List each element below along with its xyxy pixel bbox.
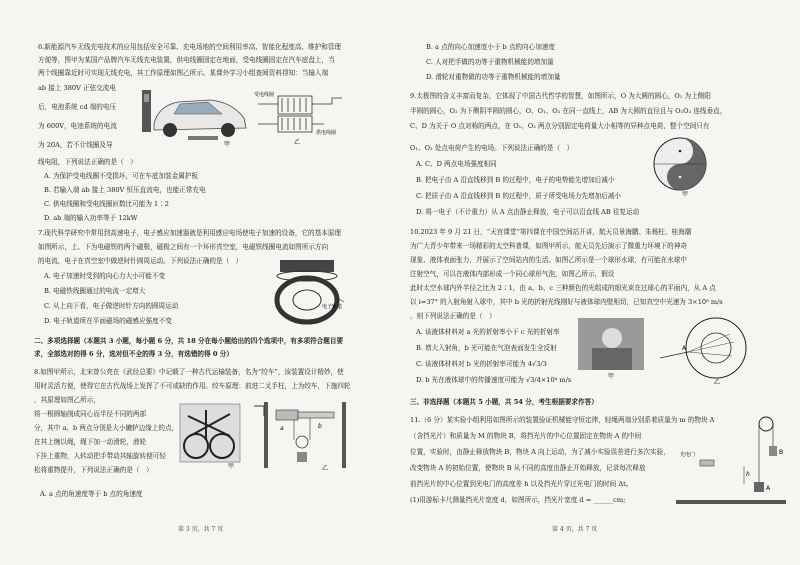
magnet-pole-icon bbox=[280, 260, 334, 272]
q9-option-b: B. 把电子由 A 沿直线移到 B 的过程中，电子的电势能先增加后减小 bbox=[416, 176, 615, 184]
ancient-winch-figure bbox=[176, 400, 246, 470]
q7-option-c: C. 从上向下看，电子做逆时针方向的圆周运动 bbox=[44, 302, 179, 310]
q11-line-2: （含挡光片）和质量为 M 的物块 B，将挡光片的中心位置固定在物块 A 的中间 bbox=[410, 432, 642, 440]
large-drum-icon bbox=[276, 410, 298, 420]
q10-line-3: 现象、液体表面张力，并展示了空间站内的生活。如图乙所示是一个球形水球，有可能在水球中 bbox=[410, 256, 687, 264]
crank-handle-icon bbox=[254, 406, 264, 416]
coil-schematic-figure bbox=[252, 84, 357, 148]
block-B-label: B bbox=[779, 449, 784, 456]
point-b-label: b bbox=[318, 423, 322, 430]
winch-principle-figure bbox=[250, 396, 360, 474]
q9-option-a: A. C、D 两点电场强度相同 bbox=[416, 160, 497, 168]
refraction-figure bbox=[658, 312, 754, 386]
q8-option-a: A. a 点的角速度等于 b 点的角速度 bbox=[40, 490, 143, 498]
q6-option-b: B. 若输入端 ab 接上 380V 恒压直流电，也能正常充电 bbox=[44, 186, 206, 194]
vacuum-ring-icon bbox=[277, 278, 337, 322]
section-2-subtitle: 求，全部选对的得 6 分，选对但不全的得 3 分，有选错的得 0 分） bbox=[34, 350, 233, 358]
q6-option-c: C. 供电线圈和受电线圈匝数比可能为 1∶2 bbox=[44, 200, 169, 208]
q9-line-4: O₁、O₂ 处点电荷产生的电场。下列说法正确的是（ ） bbox=[410, 144, 574, 152]
q8-line-2: 用时灵活方便，使得它在古代战场上发挥了不可或缺的作用。绞车原理：前进二叉手柱，上为绞车，下施四轮 bbox=[34, 382, 351, 390]
receive-coil-label: 受电线圈 bbox=[254, 92, 275, 98]
q10-option-a: A. 该液体材料对 a 光的折射率小于 c 光的折射率 bbox=[416, 328, 560, 336]
q8-line-7: 下挂上重物，人转动把手带动其轴旋转便可轻 bbox=[34, 452, 166, 460]
section-2-title: 二、多项选择题（本题共 3 小题，每小题 6 分，共 18 分在每小题给出的四个选项中，有多项符合题目要 bbox=[34, 337, 344, 345]
q10-line-5: 此时太空水球内外半径之比为 2∶1，由 a、b、c 三种颜色的光组成的细光束在过球心的平面内，从 A 点 bbox=[410, 284, 716, 292]
photogate-setup-figure bbox=[674, 412, 794, 508]
q10-option-c: C. 该液体材料对 b 光的折射率可能为 4√3/3 bbox=[416, 360, 547, 368]
betatron-figure bbox=[262, 256, 362, 328]
block-A-label: A bbox=[766, 485, 771, 492]
q7-line-2: 如图所示，上、下为电磁铁的两个磁极，磁极之间有一个环形真空室，电磁铁线圈电流如图所示方向 bbox=[38, 243, 329, 251]
space-lesson-photo bbox=[578, 318, 650, 380]
q7-option-b: B. 电磁铁线圈通过的电流一定增大 bbox=[44, 287, 146, 295]
q9-option-c: C. 把质子由 A 沿直线移到 B 的过程中，质子所受电场力先增加后减小 bbox=[416, 192, 622, 200]
figure-label-jia: 甲 bbox=[608, 373, 615, 380]
photogate-label: 光电门 bbox=[680, 452, 696, 458]
water-ball-icon bbox=[602, 328, 622, 348]
page-footer-right: 第 4 页，共 7 页 bbox=[552, 526, 598, 533]
photogate-icon bbox=[700, 460, 714, 466]
q6-option-d: D. ab 端的输入功率等于 12kW bbox=[44, 214, 138, 222]
electron-orbit-label: 电子轨道 bbox=[322, 304, 343, 310]
q6-line-5: 后，电池系统 cd 端的电压 bbox=[38, 103, 117, 111]
car-wheel-icon bbox=[163, 123, 177, 137]
pulley-icon bbox=[296, 436, 308, 448]
figure-label-jia: 甲 bbox=[224, 141, 231, 148]
q8-line-1: 8.如图甲所示，北宋曾公亮在《武经总要》中记载了一种古代运输装备，名为“绞车”，该装置设计精妙，使 bbox=[34, 368, 344, 376]
page-footer-left: 第 3 页，共 7 页 bbox=[178, 526, 224, 533]
q11-line-1: 11.（6 分）某实验小组利用如图所示的装置验证机械能守恒定律，轻绳两端分别系着质量为 m 的物块 A bbox=[410, 416, 715, 424]
q6-option-a: A. 为保护受电线圈不受损坏，可在车底加装金属护板 bbox=[44, 172, 199, 180]
q9-line-2: 半圆的圆心，O₂ 为下侧阴半圆的圆心，O、O₁、O₂ 在同一直线上，AB 为大圆的直径且与 O₁O₂ 连线垂直， bbox=[410, 107, 727, 115]
figure-label-yi: 乙 bbox=[322, 465, 329, 472]
coil-icon bbox=[258, 96, 342, 132]
block-B-icon bbox=[769, 446, 777, 456]
q6-line-6: 为 600V，电池系统的电流 bbox=[38, 122, 117, 130]
q10-line-2: 为广大青少年带来一场精彩的太空科普课，如图甲所示，航天员先后演示了微重力环境下的神奇 bbox=[410, 242, 687, 250]
car-charging-figure bbox=[140, 84, 252, 148]
q7-option-d: D. 电子轨道所在平面磁场的磁感应强度不变 bbox=[44, 317, 172, 325]
q8-option-c: C. 人对把手做的功等于重物机械能的增加量 bbox=[426, 58, 554, 66]
q8-line-3: ，其原理如图乙所示， bbox=[34, 396, 100, 404]
car-wheel-icon bbox=[221, 123, 235, 137]
q11-line-5: 前挡光片的中心位置到光电门的高度差 h 以及挡光片穿过光电门的时间 Δt。 bbox=[410, 480, 633, 488]
right-page bbox=[400, 0, 800, 565]
point-A-label: A bbox=[682, 345, 687, 352]
q9-line-1: 9.太极图的含义丰富而复杂，它体现了中国古代哲学的智慧，如图所示，O 为大圆的圆心，O₁ 为上侧阳 bbox=[410, 92, 711, 100]
figure-label-yi: 乙 bbox=[294, 139, 301, 146]
q10-option-d: D. b 光在液体球中的传播速度可能为 √3/4×10⁸ m/s bbox=[416, 376, 572, 384]
q6-line-3: 两个线圈靠近时可实现无线充电，其工作原理如图乙所示。某课外学习小组查阅资料得知：当输入端 bbox=[38, 69, 329, 77]
q8-line-4: 将一根圆轴削成同心而半径不同的两部 bbox=[34, 410, 147, 418]
q10-line-1: 10.2023 年 9 月 21 日，“天宫课堂”第四课在中国空间站开讲，航天员景海鹏、朱杨柱、桂海潮 bbox=[410, 228, 692, 236]
figure-label-jia: 甲 bbox=[228, 463, 235, 470]
q8-line-5: 分，其中 a、b 两点分别是大小辘轳边缘上的点， bbox=[34, 424, 179, 432]
small-drum-icon bbox=[298, 412, 334, 418]
q9-line-3: C、D 为关于 O 点对称的两点，在 O₁、O₂ 两点分别固定电荷量大小相等的异种点电荷，整个空间只有 bbox=[410, 122, 710, 130]
block-A-icon bbox=[754, 482, 764, 492]
q7-option-a: A. 电子加速时受到的向心力大小可能不变 bbox=[44, 272, 166, 280]
supply-coil-label: 供电线圈 bbox=[316, 130, 337, 136]
weight-icon bbox=[297, 452, 307, 462]
figure-label-jia: 甲 bbox=[682, 191, 689, 198]
q6-line-4: ab 接上 380V 正弦交流电 bbox=[38, 84, 116, 92]
q11-question-1: (1)用游标卡尺测量挡光片宽度 d，如图所示，挡光片宽度 d = ______cm; bbox=[410, 496, 626, 504]
q11-line-3: 位置，实验时，由静止释放物块 B，物块 A 向上运动，为了减小实验误差进行多次实验， bbox=[410, 448, 670, 456]
q10-line-7: ，则下列说法正确的是（ ） bbox=[410, 312, 496, 320]
q7-line-3: 的电流，电子在真空室中做逆时针圆周运动。下列说法正确的是（ ） bbox=[38, 257, 243, 265]
q6-line-8: 线电阻，下列说法正确的是（ ） bbox=[38, 158, 137, 166]
section-3-title: 三、非选择题（本题共 5 小题，共 54 分，考生根据要求作答） bbox=[410, 398, 598, 406]
q6-line-1: 6.新能源汽车无线充电技术的应用包括安全可靠、充电场地的空间利用率高、智能化程度高、维护和管理 bbox=[38, 43, 342, 51]
q9-option-d: D. 将一电子（不计重力）从 A 点由静止释放，电子可以沿直线 AB 往复运动 bbox=[416, 208, 640, 216]
q8-option-d: D. 滑轮对重物做的功等于重物机械能的增加量 bbox=[426, 73, 561, 81]
height-h-label: h bbox=[746, 471, 750, 478]
q10-line-4: 注射空气，可以在液体内部形成一个同心球形气泡，如图乙所示，假设 bbox=[410, 270, 615, 278]
q10-line-6: 以 i=37° 的入射角射入球中，其中 b 光的折射光线刚好与液体球内壁相切，已知真空中光速为 3×10⁸ m/s bbox=[410, 298, 723, 306]
q11-line-4: 改变物块 A 的初始位置，使物块 B 从不同的高度由静止开始释放，记录每次释放 bbox=[410, 464, 646, 472]
figure-label-yi: 乙 bbox=[714, 379, 721, 386]
q6-line-7: 为 20A，若不计线圈及导 bbox=[38, 141, 113, 149]
q8-line-6: 在其上缠以绳，绳下加一动滑轮，滑轮 bbox=[34, 438, 147, 446]
point-a-label: a bbox=[280, 425, 284, 432]
water-ball-outer-icon bbox=[686, 318, 746, 378]
q8-line-8: 松将重物提升，下列说法正确的是（ ） bbox=[34, 466, 153, 474]
q10-option-b: B. 增大入射角，b 光可能在气泡表面发生全反射 bbox=[416, 344, 557, 352]
ground-pad-icon bbox=[188, 136, 218, 140]
taiji-figure bbox=[646, 132, 718, 198]
q7-line-1: 7.现代科学研究中常用到高速电子，电子感应加速器就是利用感应电场使电子加速的设备，它的基本原理 bbox=[38, 229, 342, 237]
q8-option-b: B. a 点的向心加速度小于 b 点的向心加速度 bbox=[426, 43, 555, 51]
pulley-icon bbox=[759, 417, 773, 431]
q6-line-2: 方便等，图甲为某国产品牌汽车无线充电装置，供电线圈固定在地面，受电线圈固定在汽车底盘上，当 bbox=[38, 56, 335, 64]
